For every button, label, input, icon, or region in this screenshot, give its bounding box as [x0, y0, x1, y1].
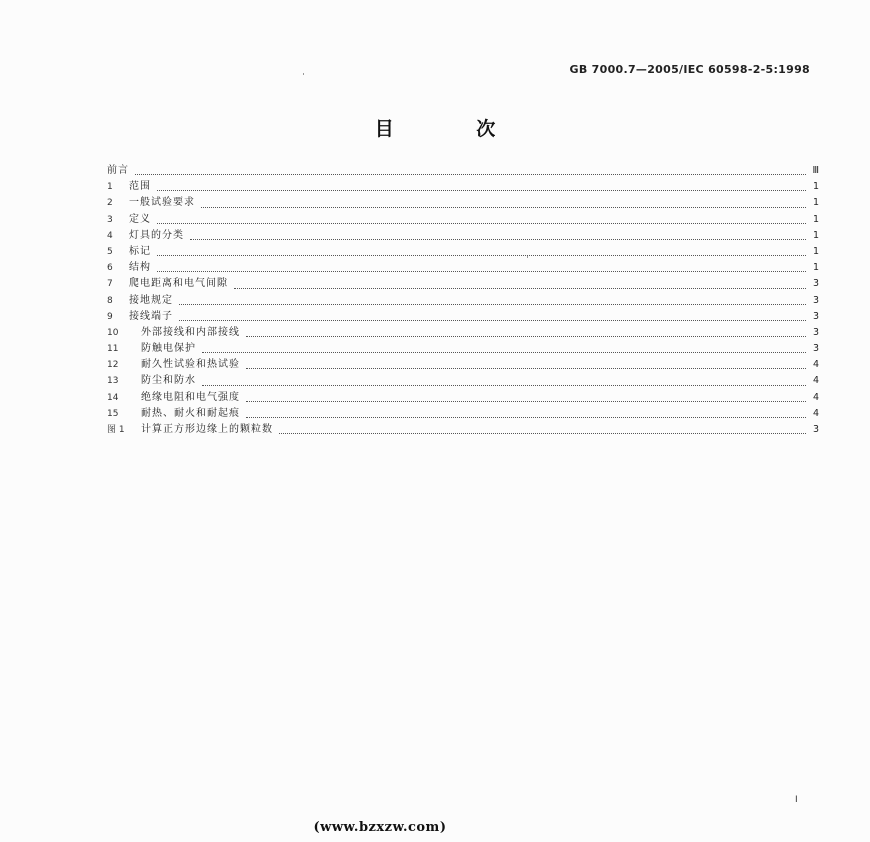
- toc-leader-dots: [135, 173, 806, 175]
- toc-entry[interactable]: [107, 163, 819, 179]
- toc-entry-page: 4: [812, 375, 819, 387]
- toc-entry[interactable]: [107, 357, 819, 373]
- toc-entry-number: 9: [107, 311, 113, 322]
- toc-entry-page: 1: [812, 181, 819, 193]
- toc-entry-label: 范围: [129, 181, 151, 193]
- toc-entry-number: 10: [107, 327, 119, 338]
- toc-entry-label: 结构: [129, 262, 151, 274]
- toc-leader-dots: [179, 303, 806, 305]
- toc-entry-page: 3: [812, 310, 819, 322]
- toc-entry-label: 外部接线和内部接线: [141, 326, 240, 338]
- toc-leader-dots: [157, 222, 806, 224]
- toc-entry[interactable]: [107, 390, 819, 406]
- toc-leader-dots: [179, 319, 806, 321]
- toc-entry[interactable]: [107, 341, 819, 357]
- toc-leader-dots: [157, 189, 806, 191]
- toc-entry-page: 3: [812, 326, 819, 338]
- toc-entry-label: 一般试验要求: [129, 197, 195, 209]
- toc-entry-label: 耐热、耐火和耐起痕: [141, 407, 240, 419]
- standard-code: GB 7000.7—2005/IEC 60598-2-5:1998: [569, 63, 810, 76]
- toc-title: 目 次: [374, 118, 534, 140]
- website-watermark[interactable]: (www.bzxzw.com): [313, 820, 447, 835]
- toc-entry-number: 13: [107, 376, 119, 387]
- toc-entry-label: 接线端子: [129, 310, 173, 322]
- toc-leader-dots: [246, 367, 806, 369]
- toc-entry-label: 前言: [107, 165, 129, 176]
- toc-entry-number: 3: [107, 214, 113, 225]
- toc-leader-dots: [279, 432, 806, 434]
- toc-entry[interactable]: [107, 276, 819, 292]
- toc-entry-label: 防触电保护: [141, 343, 196, 355]
- toc-leader-dots: [201, 206, 806, 208]
- toc-entry[interactable]: [107, 373, 819, 389]
- toc-entry[interactable]: [107, 244, 819, 260]
- toc-entry[interactable]: [107, 293, 819, 309]
- toc-entry-number: 6: [107, 263, 113, 274]
- page-number: I: [795, 795, 798, 805]
- toc-entry-number: 15: [107, 408, 119, 419]
- toc-entry-label: 标记: [129, 245, 151, 257]
- toc-entry-label: 接地规定: [129, 294, 173, 306]
- toc-leader-dots: [190, 238, 806, 240]
- toc-entry[interactable]: [107, 325, 819, 341]
- toc-entry[interactable]: [107, 195, 819, 211]
- toc-leader-dots: [202, 384, 806, 386]
- toc-entry-number: 图 1: [107, 425, 125, 435]
- toc-entry-page: 1: [812, 229, 819, 241]
- toc-entry-page: 4: [812, 407, 819, 419]
- toc-leader-dots: [157, 270, 806, 272]
- toc-entry-page: 1: [812, 213, 819, 225]
- toc-entry-page: 1: [812, 197, 819, 209]
- toc-entry[interactable]: [107, 422, 819, 438]
- toc-entry-label: 耐久性试验和热试验: [141, 359, 240, 371]
- toc-leader-dots: [157, 254, 806, 256]
- toc-entry-page: 4: [812, 359, 819, 371]
- toc-entry[interactable]: [107, 228, 819, 244]
- toc-entry[interactable]: [107, 309, 819, 325]
- toc-entry[interactable]: [107, 212, 819, 228]
- toc-entry-page: 4: [812, 391, 819, 403]
- toc-entry-number: 14: [107, 392, 119, 403]
- scan-speck: [527, 256, 528, 258]
- scan-speck: [303, 73, 304, 75]
- toc-leader-dots: [202, 351, 806, 353]
- toc-entry-number: 11: [107, 344, 119, 355]
- toc-leader-dots: [246, 400, 806, 402]
- toc-entry-label: 防尘和防水: [141, 375, 196, 387]
- toc-entry-label: 绝缘电阻和电气强度: [141, 391, 240, 403]
- toc-entry-number: 2: [107, 198, 113, 209]
- toc-entry-label: 定义: [129, 213, 151, 225]
- toc-leader-dots: [246, 416, 806, 418]
- toc-entry-page: 3: [812, 343, 819, 355]
- toc-leader-dots: [234, 287, 806, 289]
- toc-entry-number: 1: [107, 182, 113, 193]
- toc-leader-dots: [246, 335, 806, 337]
- toc-entry[interactable]: [107, 406, 819, 422]
- toc-entry-label: 灯具的分类: [129, 229, 184, 241]
- toc-entry-label: 计算正方形边缘上的颗粒数: [141, 424, 273, 435]
- toc-entry-number: 7: [107, 279, 113, 290]
- toc-entry-number: 8: [107, 295, 113, 306]
- toc-entry[interactable]: [107, 260, 819, 276]
- toc-entry-page: 1: [812, 245, 819, 257]
- toc-entry-page: 3: [812, 278, 819, 290]
- toc-entry-number: 4: [107, 230, 113, 241]
- toc-entry-page: 3: [812, 294, 819, 306]
- toc-entry-page: 3: [812, 424, 819, 435]
- table-of-contents: [107, 163, 819, 438]
- toc-entry-page: Ⅲ: [812, 165, 819, 176]
- toc-entry-number: 12: [107, 360, 119, 371]
- toc-entry-label: 爬电距离和电气间隙: [129, 278, 228, 290]
- toc-entry[interactable]: [107, 179, 819, 195]
- toc-entry-page: 1: [812, 262, 819, 274]
- toc-entry-number: 5: [107, 246, 113, 257]
